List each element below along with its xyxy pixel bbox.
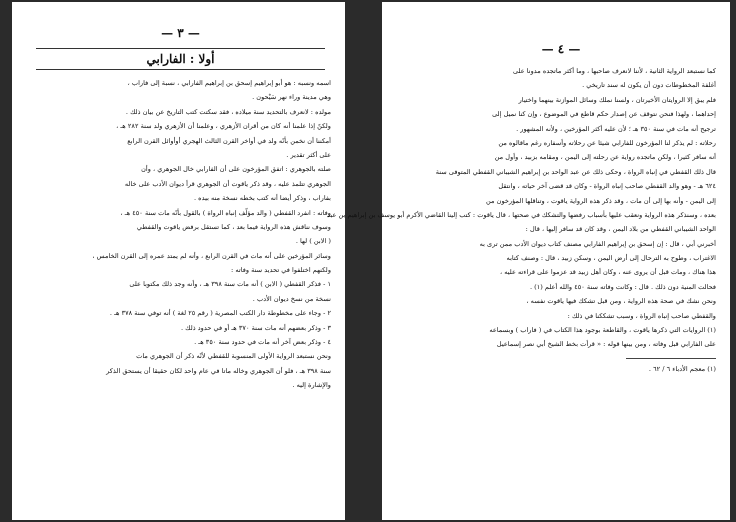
text-line: الجوهري تتلمذ عليه ، وقد ذكر ياقوت أن الجوهري قرأ ديوان الأدب على خاله bbox=[124, 179, 331, 188]
footnote: (١) معجم الأدباء ٦ / ٦٢ . bbox=[648, 364, 716, 373]
text-line: على أكثر تقدير . bbox=[286, 150, 331, 159]
text-line: ونحن نستبعد الرواية الأولى المنسوبة للقفطي لأنّه ذكر أن الجوهري مات bbox=[136, 352, 331, 361]
text-line: إلى اليمن - وأنه بها إلى أن مات ، وقد ذكر هذه الرواية ياقوت ، وتناقلها المؤرخون من bbox=[485, 196, 716, 205]
section-title: أولا : الفارابي bbox=[36, 48, 325, 70]
text-line: ترجيح أنه مات في سنة ٣٥٠ هـ ؛ لأن عليه أكثر المؤرخين ، ولأنه المشهور . bbox=[516, 124, 716, 133]
text-line: على الفارابي قبل وفاته ، ومن بينها قوله : « قرأت بخط الشيخ أبي نصر إسماعيل bbox=[496, 340, 716, 349]
text-line: صلته بالجوهري : اتفق المؤرخون على أن الفارابي خال الجوهري ، وأن bbox=[141, 165, 331, 174]
text-line: ٤ - وذكر بعض آخر أنه مات في حدود سنة ٣٥٠ هـ . bbox=[194, 338, 331, 347]
right-page bbox=[327, 2, 730, 520]
text-line: الاغتراب ، وطوح به الترحال إلى أرض اليمن ، وسكن زبيد ، قال : وصنف كتابه bbox=[506, 254, 716, 263]
text-line: وسائر المؤرخين على أنه مات في القرن الرابع ، وأنه لم يمتد عمره إلى القرن الخامس ، bbox=[92, 251, 331, 260]
text-line: فلم يبق إلا الروايتان الأخيرتان ، ولسنا نملك وسائل الموازنة بينهما واختيار bbox=[518, 95, 716, 104]
text-line: الواحد الشيباني القفطي من بلاد اليمن ، وقد كان قد سافر إليها ، قال : bbox=[525, 225, 716, 234]
text-line: (١) الروايات التي ذكرها ياقوت ، والقاطعة بوجود هذا الكتاب في ( فاراب ) وبسماعه bbox=[489, 326, 716, 335]
text-line: ولكنهم اختلفوا في تحديد سنة وفاته : bbox=[231, 266, 331, 275]
text-line: أمكننا أن نخمن بأنّه ولد في أواخر القرن الثالث الهجري أوأوائل القرن الرابع bbox=[127, 136, 331, 145]
text-line: ونحن نشك في صحة هذه الرواية ، ومن قبل تشكك فيها ياقوت نفسه ، bbox=[526, 297, 716, 306]
text-line: كما نستبعد الرواية الثانية ، لأننا لانعرف صاحبها ، وما أكثر ماتجده مدونا على bbox=[513, 67, 716, 75]
left-page-text bbox=[30, 76, 331, 393]
text-line: نسخة من نسخ ديوان الأدب . bbox=[252, 294, 331, 303]
text-line: ( الابن ) لها . bbox=[295, 237, 331, 246]
text-line: وسوف نناقش هذه الرواية فيما بعد ، كما تستقل برفض ياقوت والقفطي bbox=[136, 222, 331, 231]
text-line: وفاته : انفرد القفطي ( والد مؤلّف إنباه الرواة ) بالقول بأنّه مات سنة ٤٥٠ هـ ، bbox=[120, 208, 331, 217]
text-line: ١ - فذكر القفطي ( الابن ) أنه مات سنة ٣٩٨ هـ ، وأنه وجد ذلك مكتوبا على bbox=[129, 280, 331, 289]
left-page bbox=[12, 2, 345, 520]
text-line: إحداهما ، ولهذا فنحن نتوقف عن إصدار حكم قاطع في الموضوع ، وإن كنا نميل إلى bbox=[492, 110, 716, 119]
text-line: أخبرني أبي ، قال : إن إسحق بن إبراهيم الفارابي مصنف كتاب ديوان الأدب ممن ترى به bbox=[479, 239, 716, 248]
page-number: — ٤ — bbox=[541, 42, 581, 56]
page-number: — ٣ — bbox=[161, 26, 200, 40]
text-line: ٦٢٤ هـ - وهو والد القفطي صاحب إنباه الرواة - وكان قد قضى آخر حياته ، وانتقل bbox=[498, 182, 716, 191]
text-line: ٣ - وذكر بعضهم أنه مات سنة ٣٧٠ هـ أو في حدود ذلك . bbox=[180, 323, 331, 332]
text-line: ٢ - وجاء على مخطوطة دار الكتب المصرية ( رقم ٢٥ لغة ) أنه توفي سنة ٣٧٨ هـ . bbox=[109, 309, 331, 318]
text-line: والإشارة إليه . bbox=[292, 381, 331, 390]
right-page-text bbox=[327, 64, 716, 352]
footnote-rule bbox=[626, 358, 716, 359]
text-line: وهي مدينة وراء نهر سَيْحون . bbox=[252, 93, 331, 102]
text-line: هذا هناك ، ومات قبل أن يروى عنه ، وكان أهل زبيد قد عزموا على قراءته عليه ، bbox=[500, 268, 716, 277]
text-line: رحلاته : لم يذكر لنا المؤرخون للفارابي شيئا عن رحلاته وأسفاره رغم ماقالوه من bbox=[498, 138, 716, 147]
text-line: والقفطي صاحب إنباه الرواة ، وسبب تشككنا في ذلك : bbox=[567, 311, 716, 320]
text-line: سنة ٣٩٨ هـ ، فلو أن الجوهري وخاله ماتا في عام واحد لكان حقيقا أن يستحق الذكر bbox=[106, 366, 331, 375]
text-line: ولكنّ إذا علمنا أنه كان من أقران الأزهري ، وعلمنا أن الأزهري ولد سنة ٢٨٢ هـ ، bbox=[116, 122, 331, 131]
text-line: أنه سافر كثيرا ، ولكن ماتجده رواية عن رحلته إلى اليمن ، ومقامه بزبيد ، وأول من bbox=[494, 153, 716, 162]
text-line: فحالت المنية دون ذلك . قال : وكانت وفاته سنة ٤٥٠ والله أعلم (١) . bbox=[529, 282, 716, 291]
text-line: اسمه ونسبه : هو أبو إبراهيم إسحق بن إبراهيم الفارابي ، نسبة إلى فاراب ، bbox=[127, 79, 331, 87]
text-line: أغلفة المخطوطات دون أن يكون له سند تاريخي . bbox=[582, 81, 716, 90]
text-line: بفاراب ، وذكر أيضا أنه كتب بخطه نسخة منه بيده . bbox=[193, 194, 331, 203]
text-line: قال ذلك القفطي في إنباه الرواة ، وحكى ذلك عن عبد الواحد بن إبراهيم الشيباني القفطي المتوفى سنة bbox=[435, 167, 716, 176]
text-line: بعده ، وسنذكر هذه الرواية ونعقب عليها بأسباب رفضها والتشكك في صحتها ، قال ياقوت : كتب إلينا القاضي الأكرم أبو يوسف بن إبراهيم بن عبد bbox=[327, 210, 716, 219]
text-line: مولده : لانعرف بالتحديد سنة ميلاده ، فقد سكتت كتب التاريخ عن بيان ذلك . bbox=[125, 107, 331, 116]
